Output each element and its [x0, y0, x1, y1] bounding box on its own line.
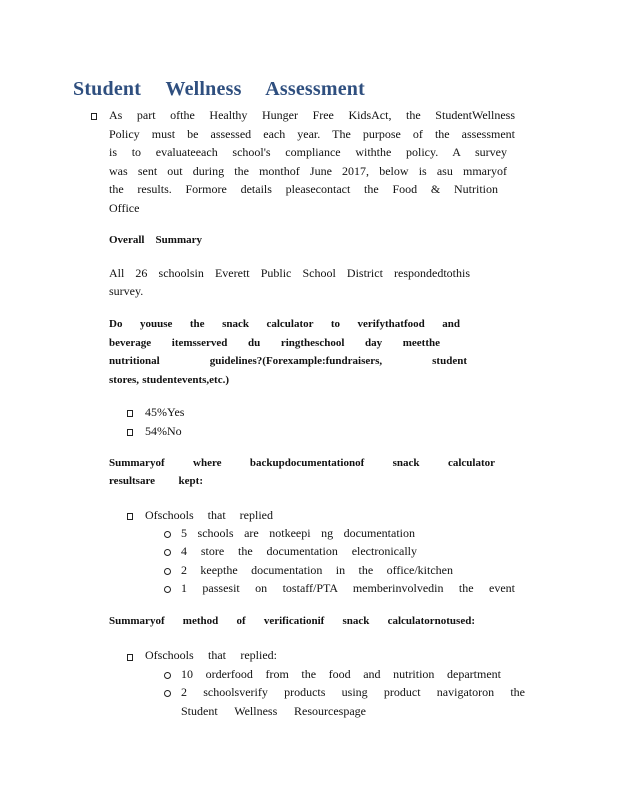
heading-line: resultsare kept:	[109, 475, 203, 487]
intro-line: the results. Formore details pleasecontact the Food & Nutrition	[109, 182, 498, 196]
square-bullet-icon	[127, 429, 133, 436]
square-bullet-icon	[127, 410, 133, 417]
square-bullet-icon	[127, 513, 133, 520]
answer-yes: 45%Yes	[145, 405, 185, 419]
heading-line: Summaryof where backupdocumentationof snack calculator	[109, 457, 495, 469]
verification-item-line: Student Wellness Resourcespage	[181, 704, 366, 718]
documentation-item: 5 schools are notkeepi ng documentation	[181, 526, 415, 540]
intro-line: is to evaluateeach school's compliance withthe policy. A survey	[109, 145, 507, 159]
answer-no: 54%No	[145, 424, 182, 438]
verification-item: 10 orderfood from the food and nutrition department	[181, 667, 501, 681]
overall-summary-heading: Overall Summary	[109, 234, 202, 246]
intro-line: Policy must be assessed each year. The purpose of the assessment	[109, 127, 515, 141]
page-title: Student Wellness Assessment	[73, 78, 365, 100]
verification-item-line: 2 schoolsverify products using product navigatoron the	[181, 685, 525, 699]
circle-bullet-icon	[164, 672, 171, 679]
documentation-item: 4 store the documentation electronically	[181, 544, 417, 558]
intro-line: was sent out during the monthof June 2017, below is asu mmaryof	[109, 164, 507, 178]
circle-bullet-icon	[164, 568, 171, 575]
overall-line: survey.	[109, 284, 144, 298]
circle-bullet-icon	[164, 690, 171, 697]
documentation-item: 1 passesit on tostaff/PTA memberinvolvedin the event	[181, 581, 515, 595]
circle-bullet-icon	[164, 531, 171, 538]
documentation-group-label: Ofschools that replied	[145, 508, 273, 522]
intro-line: As part ofthe Healthy Hunger Free KidsAct, the StudentWellness	[109, 108, 515, 122]
question-line: beverage itemsserved du ringtheschool day meetthe	[109, 337, 440, 349]
verification-heading: Summaryof method of verificationif snack calculatornotused:	[109, 615, 475, 627]
circle-bullet-icon	[164, 549, 171, 556]
question-line: Do youuse the snack calculator to verifythatfood and	[109, 318, 460, 330]
question-line: nutritional guidelines?(Forexample:fundraisers, student	[109, 355, 467, 367]
intro-line: Office	[109, 201, 140, 215]
documentation-item: 2 keepthe documentation in the office/kitchen	[181, 563, 453, 577]
square-bullet-icon	[91, 113, 97, 120]
overall-line: All 26 schoolsin Everett Public School District respondedtothis	[109, 266, 470, 280]
question-line: stores, studentevents,etc.)	[109, 374, 229, 386]
square-bullet-icon	[127, 654, 133, 661]
verification-group-label: Ofschools that replied:	[145, 648, 277, 662]
circle-bullet-icon	[164, 586, 171, 593]
